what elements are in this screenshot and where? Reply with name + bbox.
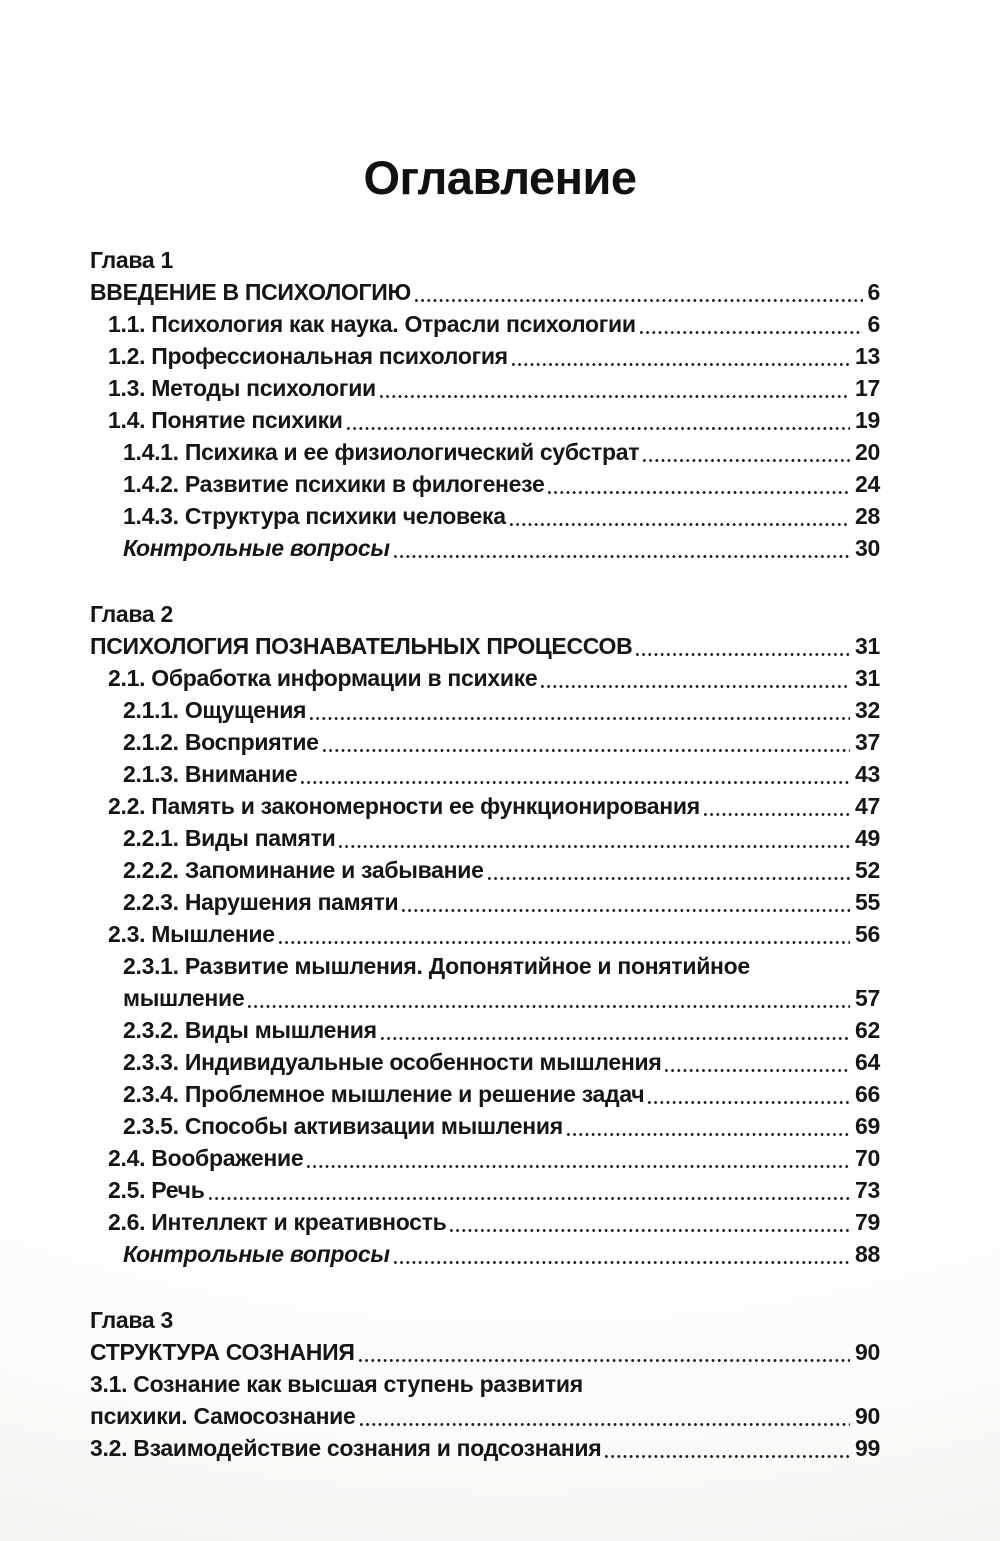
chapter-block — [90, 244, 880, 564]
chapter-title-row — [90, 630, 880, 662]
page-number: 17 — [855, 375, 880, 402]
chapter-block — [90, 1304, 880, 1464]
toc-entry-text: 2.1.1. Ощущения — [123, 697, 307, 724]
page-number: 55 — [855, 889, 880, 916]
toc-entry-text: 2.2.1. Виды памяти — [123, 825, 336, 852]
page-number: 90 — [855, 1339, 880, 1366]
toc-entry-text: 2.3.1. Развитие мышления. Допонятийное и понятийное — [123, 953, 750, 980]
page-number: 13 — [855, 343, 880, 370]
page-number: 43 — [855, 761, 880, 788]
page-number: 19 — [855, 407, 880, 434]
toc-entry-row — [90, 500, 880, 532]
chapter-title-text: СТРУКТУРА СОЗНАНИЯ — [90, 1339, 355, 1366]
dot-leader — [301, 758, 850, 790]
toc-entry-text: 2.3.3. Индивидуальные особенности мышления — [123, 1049, 662, 1076]
page-number: 6 — [867, 311, 880, 338]
dot-leader — [323, 726, 850, 758]
chapter-title-text: ПСИХОЛОГИЯ ПОЗНАВАТЕЛЬНЫХ ПРОЦЕССОВ — [90, 633, 633, 660]
dot-leader — [394, 1238, 850, 1270]
toc-entry-row — [90, 758, 880, 790]
dot-leader — [360, 1400, 851, 1432]
toc-entry-row — [90, 1174, 880, 1206]
page-number: 6 — [867, 279, 880, 306]
toc-entry-row — [90, 1432, 880, 1464]
page-number: 31 — [855, 633, 880, 660]
toc-entry-text: 1.2. Профессиональная психология — [108, 343, 508, 370]
page-number: 47 — [855, 793, 880, 820]
toc-entry-row — [90, 854, 880, 886]
toc-entry-row — [90, 726, 880, 758]
page-number: 64 — [855, 1049, 880, 1076]
toc-entry-row — [90, 1078, 880, 1110]
toc-entry-row — [90, 468, 880, 500]
page-number: 66 — [855, 1081, 880, 1108]
page-number: 30 — [855, 535, 880, 562]
chapter-title-row — [90, 276, 880, 308]
toc-entry-text: 2.1. Обработка информации в психике — [108, 665, 538, 692]
dot-leader — [512, 340, 850, 372]
dot-leader — [279, 918, 850, 950]
page-number: 56 — [855, 921, 880, 948]
dot-leader — [567, 1110, 850, 1142]
toc-entry-row — [90, 372, 880, 404]
toc-entry-text: 2.3. Мышление — [108, 921, 275, 948]
dot-leader — [704, 790, 850, 822]
page-number: 62 — [855, 1017, 880, 1044]
dot-leader — [636, 630, 850, 662]
toc-entry-text: 1.4.3. Структура психики человека — [123, 503, 506, 530]
dot-leader — [605, 1432, 850, 1464]
dot-leader — [402, 886, 850, 918]
dot-leader — [339, 822, 850, 854]
toc-entry-row — [90, 694, 880, 726]
page-number: 73 — [855, 1177, 880, 1204]
table-of-contents — [90, 244, 880, 1464]
dot-leader — [548, 468, 850, 500]
toc-entry-row — [90, 308, 880, 340]
dot-leader — [380, 372, 850, 404]
toc-entry-row — [90, 1238, 880, 1270]
toc-entry-row-wrap-second — [90, 982, 880, 1014]
chapter-label-text: Глава 1 — [90, 247, 174, 274]
toc-entry-row — [90, 822, 880, 854]
page-number: 52 — [855, 857, 880, 884]
dot-leader — [640, 308, 863, 340]
toc-entry-row — [90, 340, 880, 372]
page-number: 70 — [855, 1145, 880, 1172]
chapter-title-text: ВВЕДЕНИЕ В ПСИХОЛОГИЮ — [90, 279, 411, 306]
toc-entry-text: 1.4.2. Развитие психики в филогенезе — [123, 471, 545, 498]
chapter-title-row — [90, 1336, 880, 1368]
dot-leader — [248, 982, 850, 1014]
page-title: Оглавление — [363, 151, 637, 204]
toc-entry-text: 2.2.2. Запоминание и забывание — [123, 857, 484, 884]
toc-entry-text: 2.6. Интеллект и креативность — [108, 1209, 447, 1236]
toc-entry-text: 2.3.4. Проблемное мышление и решение задач — [123, 1081, 645, 1108]
dot-leader — [488, 854, 850, 886]
page-number: 32 — [855, 697, 880, 724]
dot-leader — [347, 404, 850, 436]
toc-entry-row — [90, 436, 880, 468]
toc-entry-text: Контрольные вопросы — [123, 535, 390, 562]
chapter-label-text: Глава 3 — [90, 1307, 174, 1334]
toc-entry-row — [90, 1206, 880, 1238]
page-number: 69 — [855, 1113, 880, 1140]
dot-leader — [394, 532, 850, 564]
page-number: 90 — [855, 1403, 880, 1430]
dot-leader — [359, 1336, 850, 1368]
dot-leader — [209, 1174, 850, 1206]
toc-entry-row — [90, 1014, 880, 1046]
page-number: 24 — [855, 471, 880, 498]
toc-entry-text: 2.3.5. Способы активизации мышления — [123, 1113, 563, 1140]
toc-entry-text: 2.1.2. Восприятие — [123, 729, 319, 756]
dot-leader — [310, 694, 850, 726]
toc-entry-row — [90, 404, 880, 436]
dot-leader — [307, 1142, 850, 1174]
page-number: 99 — [855, 1435, 880, 1462]
toc-entry-text: 1.1. Психология как наука. Отрасли психологии — [108, 311, 636, 338]
toc-entry-row — [90, 532, 880, 564]
dot-leader — [643, 436, 850, 468]
toc-entry-text: 3.2. Взаимодействие сознания и подсознания — [90, 1435, 602, 1462]
dot-leader — [665, 1046, 850, 1078]
toc-entry-text: Контрольные вопросы — [123, 1241, 390, 1268]
toc-entry-row — [90, 886, 880, 918]
toc-entry-text: 2.5. Речь — [108, 1177, 205, 1204]
toc-entry-text: 3.1. Сознание как высшая ступень развития — [90, 1371, 583, 1398]
page-number: 57 — [855, 985, 880, 1012]
page-number: 20 — [855, 439, 880, 466]
toc-entry-text: 2.1.3. Внимание — [123, 761, 298, 788]
toc-entry-row — [90, 1110, 880, 1142]
toc-entry-text: 1.3. Методы психологии — [108, 375, 376, 402]
chapter-block — [90, 598, 880, 1270]
toc-entry-row — [90, 1142, 880, 1174]
page-number: 49 — [855, 825, 880, 852]
toc-entry-row-wrap-first — [90, 1368, 880, 1400]
toc-entry-text: 2.2. Память и закономерности ее функционирования — [108, 793, 700, 820]
toc-entry-text: мышление — [123, 985, 245, 1012]
toc-entry-text: 2.2.3. Нарушения памяти — [123, 889, 399, 916]
page-number: 31 — [855, 665, 880, 692]
toc-entry-row — [90, 1046, 880, 1078]
dot-leader — [648, 1078, 850, 1110]
chapter-label-text: Глава 2 — [90, 601, 174, 628]
page-number: 28 — [855, 503, 880, 530]
page-number: 79 — [855, 1209, 880, 1236]
chapter-label — [90, 244, 880, 276]
dot-leader — [450, 1206, 850, 1238]
chapter-label — [90, 1304, 880, 1336]
chapter-label — [90, 598, 880, 630]
toc-entry-text: 1.4.1. Психика и ее физиологический субстрат — [123, 439, 640, 466]
page-number: 37 — [855, 729, 880, 756]
toc-entry-text: психики. Самосознание — [90, 1403, 356, 1430]
toc-entry-row — [90, 790, 880, 822]
toc-entry-row — [90, 662, 880, 694]
dot-leader — [510, 500, 850, 532]
dot-leader — [415, 276, 863, 308]
toc-entry-text: 2.4. Воображение — [108, 1145, 304, 1172]
toc-entry-row — [90, 918, 880, 950]
page-number: 88 — [855, 1241, 880, 1268]
toc-entry-text: 2.3.2. Виды мышления — [123, 1017, 377, 1044]
dot-leader — [381, 1014, 850, 1046]
toc-entry-row-wrap-first — [90, 950, 880, 982]
toc-entry-text: 1.4. Понятие психики — [108, 407, 343, 434]
dot-leader — [541, 662, 850, 694]
toc-entry-row-wrap-second — [90, 1400, 880, 1432]
